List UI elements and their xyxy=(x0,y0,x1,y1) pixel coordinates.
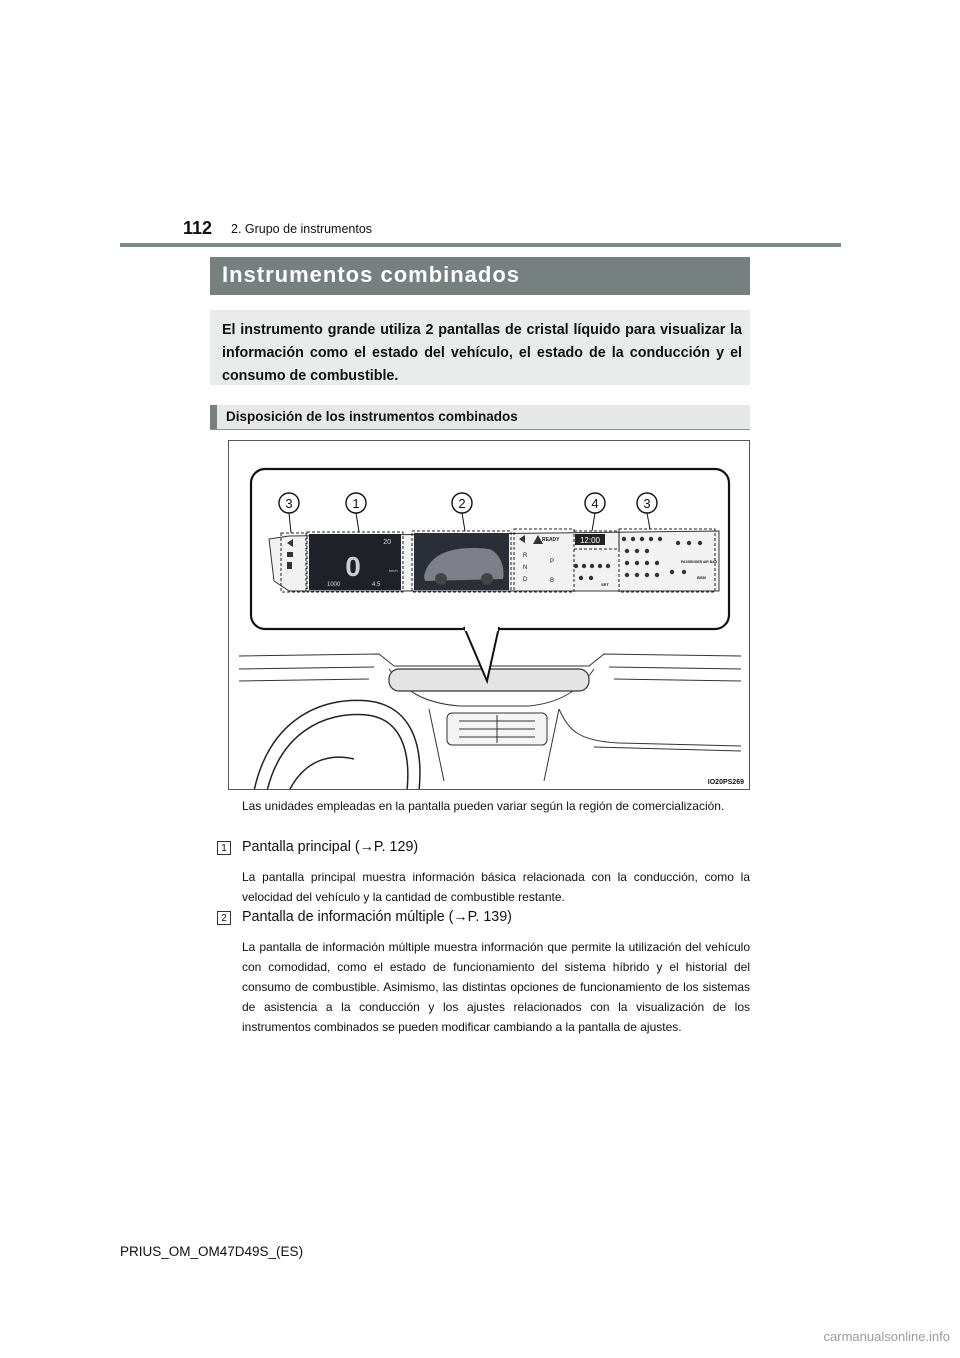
item-number: 2 xyxy=(217,911,231,925)
item-title: Pantalla principal (→P. 129) xyxy=(242,839,419,855)
speed-unit-text: km/h xyxy=(389,568,398,573)
gear-r-text: R xyxy=(523,553,528,559)
gear-d-text: D xyxy=(523,577,528,583)
figure-caption: Las unidades empleadas en la pantalla pueden variar según la región de comercialización. xyxy=(242,799,725,813)
ready-text: READY xyxy=(542,537,560,543)
steering-wheel xyxy=(254,700,420,790)
speed-text: 0 xyxy=(345,551,361,582)
section-title-bar xyxy=(210,257,750,295)
item-description: La pantalla principal muestra información básica relacionada con la conducción, como la velocidad del vehículo y la cantidad de combustible restante. xyxy=(242,870,750,904)
gear-b-text: B xyxy=(550,578,555,584)
vents xyxy=(447,713,547,745)
intro-box: El instrumento grande utiliza 2 pantallas de cristal líquido para visualizar la información como el estado del vehículo, el estado de la conducción y el consumo de combustible. xyxy=(210,310,750,385)
subheading-accent xyxy=(210,405,217,429)
figure-code: IO20PS269 xyxy=(707,779,744,786)
callout-number: 1 xyxy=(352,496,360,511)
range-text: 1000 xyxy=(327,582,341,588)
airbag-text: PASSENGER AIR BAG xyxy=(681,560,718,564)
avg-text: 4.5 xyxy=(372,582,381,588)
set-text: SET xyxy=(601,582,609,587)
gear-p-text: P xyxy=(550,559,555,565)
callout-number: 2 xyxy=(458,496,466,511)
watermark: carmanualsonline.info xyxy=(823,1329,950,1344)
gear-n-text: N xyxy=(523,565,528,571)
instrument-cluster-figure xyxy=(228,440,750,790)
clock-text: 12:00 xyxy=(579,536,601,545)
callout-number: 4 xyxy=(591,496,599,511)
chapter-title: 2. Grupo de instrumentos xyxy=(231,222,373,236)
header-rule xyxy=(120,243,841,247)
footer-code: PRIUS_OM_OM47D49S_(ES) xyxy=(120,1244,304,1259)
bsm-text: BSM xyxy=(697,575,706,580)
callout-number: 3 xyxy=(285,496,293,511)
subheading: Disposición de los instrumentos combinados xyxy=(226,409,518,424)
cluster-illustration xyxy=(229,441,750,790)
page-number: 112 xyxy=(183,218,213,238)
speed-max-text: 20 xyxy=(383,539,391,546)
item-title: Pantalla de información múltiple (→P. 139) xyxy=(242,909,512,925)
item-number: 1 xyxy=(217,841,231,855)
section-title: Instrumentos combinados xyxy=(222,262,521,287)
subheading-bar xyxy=(210,405,750,430)
item-description: La pantalla de información múltiple muestra información que permite la utilización del vehículo con comodidad, como el estado de funcionamiento del sistema híbrido y el historial del consumo de combustible. Asimismo, las distintas opciones de funcionamiento de los sistemas de asistencia a la conducción y los ajustes relacionados con la visualización de los instrumentos combinados se pueden modificar cambiando a la pantalla de ajustes. xyxy=(242,940,750,1034)
callout-number: 3 xyxy=(643,496,651,511)
